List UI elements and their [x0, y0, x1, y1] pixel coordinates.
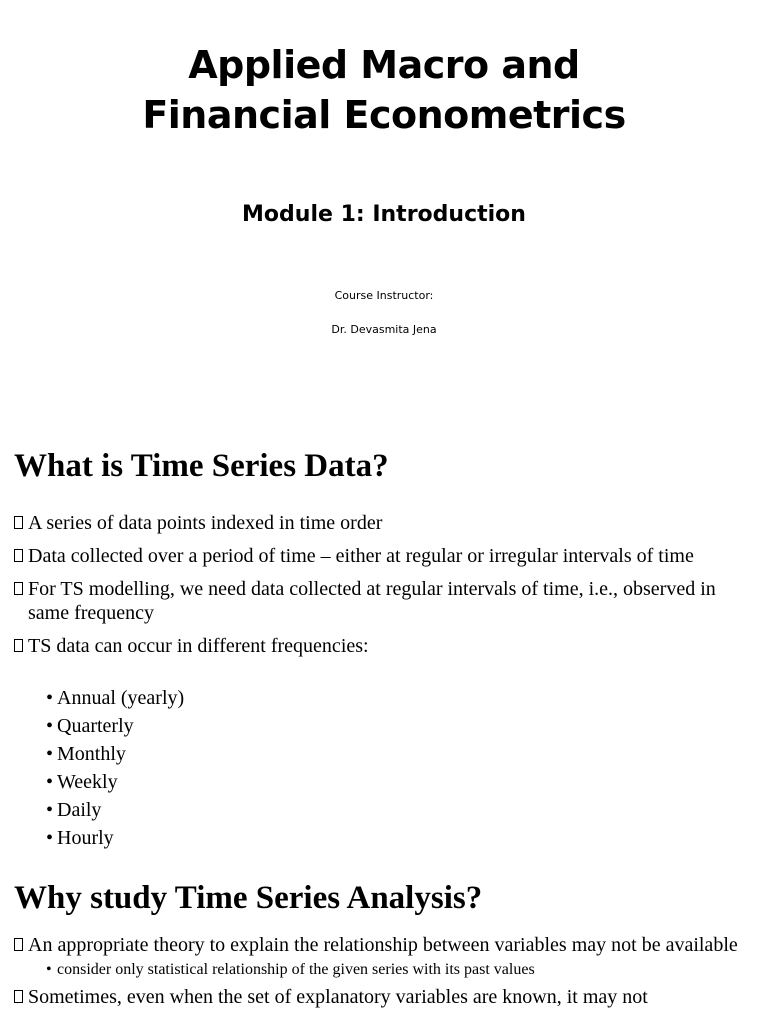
frequency-text: Weekly: [57, 771, 118, 793]
frequency-item: [14, 824, 184, 852]
module-subtitle: Module 1: Introduction: [242, 202, 526, 227]
frequency-text: Daily: [57, 799, 102, 821]
frequency-text: Monthly: [57, 743, 126, 765]
list-item: [14, 511, 754, 535]
sub-bullet-text: consider only statistical relationship of the given series with its past values: [57, 961, 535, 978]
slide-heading-time-series-data: What is Time Series Data?: [14, 448, 389, 484]
frequency-text: Quarterly: [57, 715, 134, 737]
bullet-dot-icon: •: [46, 743, 54, 765]
frequency-item: [14, 768, 184, 796]
frequency-sub-list: [14, 684, 184, 852]
list-item: [14, 577, 754, 625]
slide-heading-why-study: Why study Time Series Analysis?: [14, 880, 483, 916]
bullet-dot-icon: •: [46, 827, 54, 849]
bullet-text: For TS modelling, we need data collected at regular intervals of time, i.e., observed in same frequency: [28, 578, 716, 624]
instructor-name: Dr. Devasmita Jena: [331, 323, 437, 336]
bullet-text: An appropriate theory to explain the relationship between variables may not be available: [28, 934, 738, 956]
title-line-1: Applied Macro and: [188, 43, 580, 87]
missing-glyph-icon: [14, 938, 23, 951]
presentation-title: [0, 40, 768, 140]
frequency-item: [14, 796, 184, 824]
time-series-bullet-list: [14, 511, 754, 667]
why-study-bullet-list: [14, 933, 754, 1018]
bullet-text: Data collected over a period of time – either at regular or irregular intervals of time: [28, 545, 694, 567]
frequency-text: Annual (yearly): [57, 687, 185, 709]
list-item: [14, 933, 754, 981]
missing-glyph-icon: [14, 516, 23, 529]
frequency-item: [14, 712, 184, 740]
why-study-sub-list: [14, 959, 754, 981]
bullet-text: TS data can occur in different frequencies:: [28, 635, 369, 657]
bullet-dot-icon: •: [46, 687, 54, 709]
title-slide: [0, 0, 768, 400]
missing-glyph-icon: [14, 582, 23, 595]
title-line-2: Financial Econometrics: [142, 93, 626, 137]
list-item: [14, 544, 754, 568]
missing-glyph-icon: [14, 639, 23, 652]
frequency-text: Hourly: [57, 827, 114, 849]
instructor-label: Course Instructor:: [334, 289, 434, 302]
bullet-text: A series of data points indexed in time order: [28, 512, 383, 534]
bullet-dot-icon: •: [46, 799, 54, 821]
sub-list-item: [14, 959, 754, 981]
bullet-dot-icon: •: [46, 715, 54, 737]
missing-glyph-icon: [14, 990, 23, 1003]
bullet-dot-icon: •: [46, 961, 52, 978]
frequency-item: [14, 740, 184, 768]
missing-glyph-icon: [14, 549, 23, 562]
list-item: [14, 634, 754, 658]
frequency-item: [14, 684, 184, 712]
bullet-dot-icon: •: [46, 771, 54, 793]
list-item: [14, 985, 754, 1009]
bullet-text: Sometimes, even when the set of explanatory variables are known, it may not: [28, 986, 648, 1008]
